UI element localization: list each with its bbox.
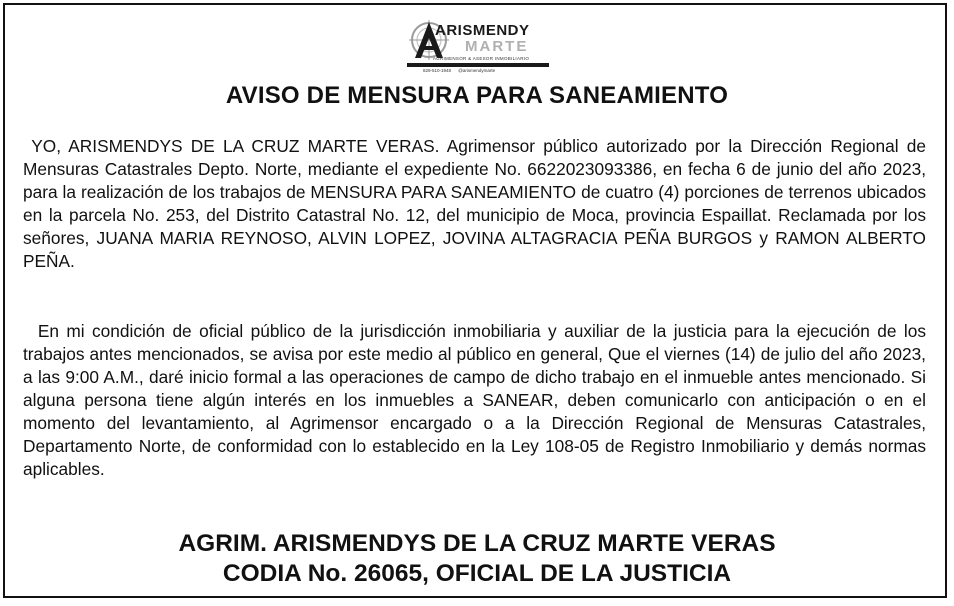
notice-title: AVISO DE MENSURA PARA SANEAMIENTO (225, 82, 729, 109)
logo-bar (407, 63, 549, 67)
company-logo (407, 18, 549, 74)
logo-tagline: AGRIMENSOR & ASESOR INMOBILIARIO (432, 56, 530, 61)
logo-phone: 829-510-1948 (423, 68, 452, 73)
logo-name-line1: ARISMENDY (435, 22, 530, 39)
signature-credentials: CODIA No. 26065, OFICIAL DE LA JUSTICIA (222, 560, 732, 587)
notice-paragraph-1: YO, ARISMENDYS DE LA CRUZ MARTE VERAS. Agrimensor público autorizado por la Dirección Regional de Mensuras Catastrales Depto. Norte, mediante el expediente No. 6622023093386, en fecha 6 de junio del año 2023, para la realización de los trabajos de MENSURA PARA SANEAMIENTO de cuatro (4) porciones de terrenos ubicados en la parcela No. 253, del Distrito Catastral No. 12, del municipio de Moca, provincia Espaillat. Reclamada por los señores, JUANA MARIA REYNOSO, ALVIN LOPEZ, JOVINA ALTAGRACIA PEÑA BURGOS y RAMON ALBERTO PEÑA. (23, 136, 931, 271)
notice-paragraph-2: En mi condición de oficial público de la jurisdicción inmobiliaria y auxiliar de la justicia para la ejecución de los trabajos antes mencionados, se avisa por este medio al público en general, Que el viernes (14) de julio del año 2023, a las 9:00 A.M., daré inicio formal a las operaciones de campo de dicho trabajo en el inmueble antes mencionado. Si alguna persona tiene algún interés en los inmuebles a SANEAR, deben comunicarlo con anticipación o en el momento del levantamiento, al Agrimensor encargado o a la Dirección Regional de Mensuras Catastrales, Departamento Norte, de conformidad con lo establecido en la Ley 108-05 de Registro Inmobiliario y demás normas aplicables. (23, 321, 931, 479)
logo-contact (423, 68, 501, 73)
logo-handle: @arismendymarte (458, 68, 496, 73)
signature-name: AGRIM. ARISMENDYS DE LA CRUZ MARTE VERAS (178, 530, 776, 557)
logo-name-line2: MARTE (465, 38, 529, 55)
